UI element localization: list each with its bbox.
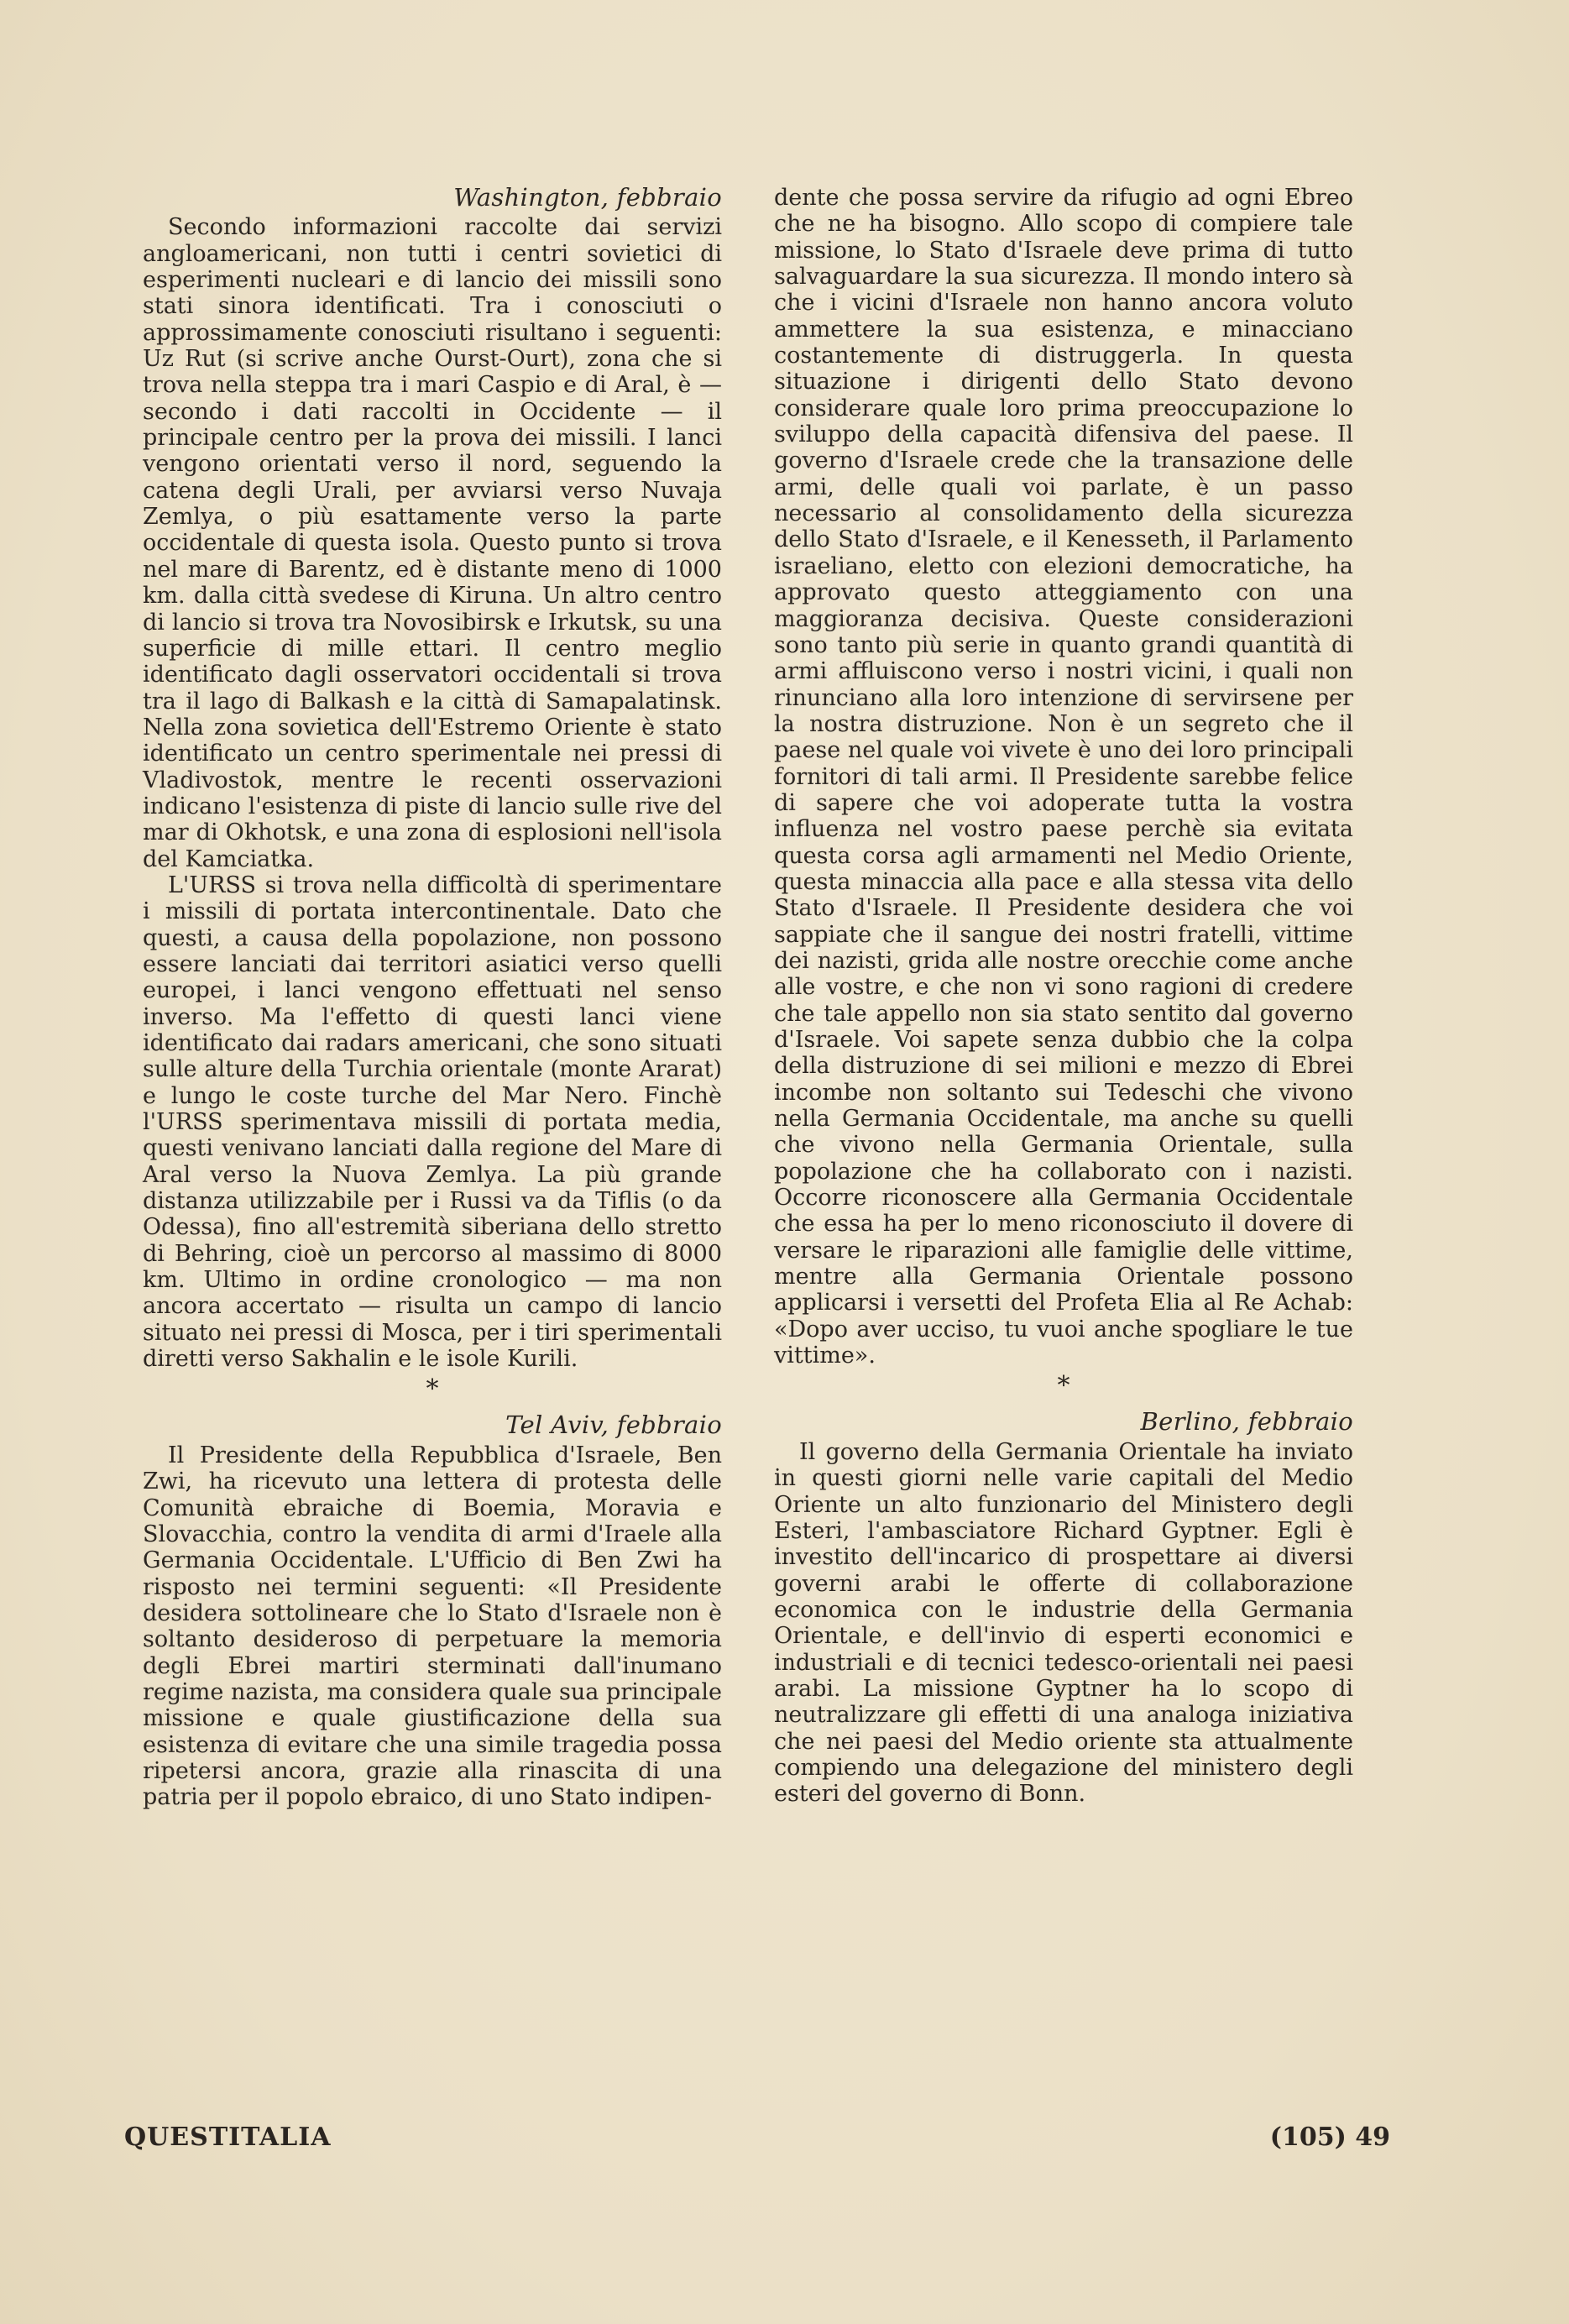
- publication-name: QUESTITALIA: [124, 2122, 332, 2152]
- section-separator: *: [426, 1374, 439, 1405]
- article-paragraph: dente che possa servire da rifugio ad ogni Ebreo che ne ha bisogno. Allo scopo di compiere tale missione, lo Stato d'Israele deve prima di tutto salvaguardare la sua sicurezza. Il mondo intero sà che i vicini d'Israele non hanno ancora voluto ammettere la sua esistenza, e minacciano costantemente di distruggerla. In questa situazione i dirigenti dello Stato devono considerare quale loro prima preoccupazione lo sviluppo della capacità difensiva del paese. Il governo d'Israele crede che la transazione delle armi, delle quali voi parlate, è un passo necessario al consolidamento della sicurezza dello Stato d'Israele, e il Kenesseth, il Parlamento israeliano, eletto con elezioni democratiche, ha approvato questo atteggiamento con una maggioranza decisiva. Queste considerazioni sono tanto più serie in quanto grandi quantità di armi affluiscono verso i nostri vicini, i quali non rinunciano alla loro intenzione di servirsene per la nostra distruzione. Non è un segreto che il paese nel quale voi vivete è uno dei loro principali fornitori di tali armi. Il Presidente sarebbe felice di sapere che voi adoperate tutta la vostra influenza nel vostro paese perchè sia evitata questa corsa agli armamenti nel Medio Oriente, questa minaccia alla pace e alla stessa vita dello Stato d'Israele. Il Presidente desidera che voi sappiate che il sangue dei nostri fratelli, vittime dei nazisti, grida alle nostre orecchie come anche alle vostre, e che non vi sono ragioni di credere che tale appello non sia stato sentito dal governo d'Israele. Voi sapete senza dubbio che la colpa della distruzione di sei milioni e mezzo di Ebrei incombe non soltanto sui Tedeschi che vivono nella Germania Occidentale, ma anche su quelli che vivono nella Germania Orientale, sulla popolazione che ha collaborato con i nazisti. Occorre riconoscere alla Germania Occidentale che essa ha per lo meno riconosciuto il dovere di versare le riparazioni alle famiglie delle vittime, mentre alla Germania Orientale possono applicarsi i versetti del Profeta Elia al Re Achab: «Dopo aver ucciso, tu vuoi anche spogliare le tue vittime».: [774, 185, 1353, 1369]
- dateline-washington: Washington, febbraio: [453, 183, 722, 212]
- page-number: (105) 49: [1269, 2122, 1390, 2152]
- article-paragraph: Secondo informazioni raccolte dai servizi angloamericani, non tutti i centri sovietici di esperimenti nucleari e di lancio dei missili sono stati sinora identificati. Tra i conosciuti o approssimamente conosciuti risultano i seguenti: Uz Rut (si scrive anche Ourst-Ourt), zona che si trova nella steppa tra i mari Caspio e di Aral, è — secondo i dati raccolti in Occidente — il principale centro per la prova dei missili. I lanci vengono orientati verso il nord, seguendo la catena degli Urali, per avviarsi verso Nuvaja Zemlya, o più esattamente verso la parte occidentale di questa isola. Questo punto si trova nel mare di Barentz, ed è distante meno di 1000 km. dalla città svedese di Kiruna. Un altro centro di lancio si trova tra Novosibirsk e Irkutsk, su una superficie di mille ettari. Il centro meglio identificato dagli osservatori occidentali si trova tra il lago di Balkash e la città di Samapalatinsk. Nella zona sovietica dell'Estremo Oriente è stato identificato un centro sperimentale nei pressi di Vladivostok, mentre le recenti osservazioni indicano l'esistenza di piste di lancio sulle rive del mar di Okhotsk, e una zona di esplosioni nell'isola del Kamciatka.: [143, 214, 722, 872]
- dateline-berlino: Berlino, febbraio: [1140, 1407, 1353, 1437]
- article-paragraph: Il governo della Germania Orientale ha inviato in questi giorni nelle varie capitali del Medio Oriente un alto funzionario del Ministero degli Esteri, l'ambasciatore Richard Gyptner. Egli è investito dell'incarico di prospettare ai diversi governi arabi le offerte di collaborazione economica con le industrie della Germania Orientale, e dell'invio di esperti economici e industriali e di tecnici tedesco-orientali nei paesi arabi. La missione Gyptner ha lo scopo di neutralizzare gli effetti di una analoga iniziativa che nei paesi del Medio oriente sta attualmente compiendo una delegazione del ministero degli esteri del governo di Bonn.: [774, 1438, 1353, 1808]
- dateline-tel-aviv: Tel Aviv, febbraio: [505, 1411, 722, 1440]
- article-paragraph: L'URSS si trova nella difficoltà di sperimentare i missili di portata intercontinentale. Dato che questi, a causa della popolazione, non possono essere lanciati dai territori asiatici verso quelli europei, i lanci vengono effettuati nel senso inverso. Ma l'effetto di questi lanci viene identificato dai radars americani, che sono situati sulle alture della Turchia orientale (monte Ararat) e lungo le coste turche del Mar Nero. Finchè l'URSS sperimentava missili di portata media, questi venivano lanciati dalla regione del Mare di Aral verso la Nuova Zemlya. La più grande distanza utilizzabile per i Russi va da Tiflis (o da Odessa), fino all'estremità siberiana dello stretto di Behring, cioè un percorso al massimo di 8000 km. Ultimo in ordine cronologico — ma non ancora accertato — risulta un campo di lancio situato nei pressi di Mosca, per i tiri sperimentali diretti verso Sakhalin e le isole Kurili.: [143, 872, 722, 1373]
- page-footer: [124, 2122, 1390, 2152]
- section-separator: *: [1057, 1371, 1070, 1401]
- article-paragraph: Il Presidente della Repubblica d'Israele, Ben Zwi, ha ricevuto una lettera di protesta delle Comunità ebraiche di Boemia, Moravia e Slovacchia, contro la vendita di armi d'Iraele alla Germania Occidentale. L'Ufficio di Ben Zwi ha risposto nei termini seguenti: «Il Presidente desidera sottolineare che lo Stato d'Israele non è soltanto desideroso di perpetuare la memoria degli Ebrei martiri sterminati dall'inumano regime nazista, ma considera quale sua principale missione e quale giustificazione della sua esistenza di evitare che una simile tragedia possa ripetersi ancora, grazie alla rinascita di una patria per il popolo ebraico, di uno Stato indipen-: [143, 1442, 722, 1811]
- right-column: [774, 185, 1353, 1808]
- left-column: [143, 185, 722, 1811]
